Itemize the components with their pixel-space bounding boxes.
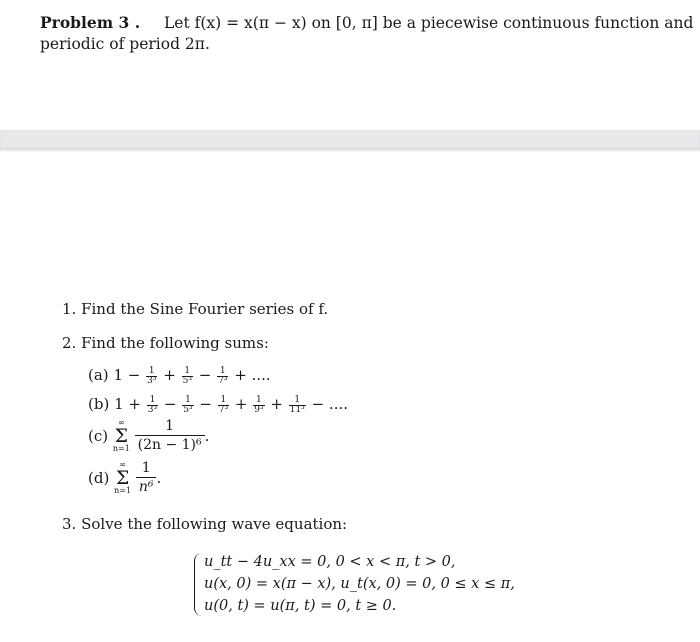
page-separator-edge xyxy=(0,150,700,152)
sum-a-op: − xyxy=(127,366,141,384)
sum-d-period: . xyxy=(156,469,162,487)
task-2-text: Find the following sums: xyxy=(81,334,269,352)
sum-b-op: − xyxy=(311,395,325,413)
sum-a xyxy=(88,366,271,386)
sum-c-period: . xyxy=(204,427,210,445)
task-1-text: Find the Sine Fourier series of f. xyxy=(81,300,329,318)
sum-d-sigma: ∞ Σ n=1 xyxy=(114,460,132,495)
system-brace xyxy=(194,553,203,616)
sum-b-dots: .... xyxy=(328,395,348,413)
task-2-number: 2. xyxy=(62,334,77,352)
sum-a-label: (a) xyxy=(88,366,109,384)
problem-label: Problem 3 . xyxy=(40,13,141,32)
sum-b-op: − xyxy=(163,395,177,413)
sum-a-term-1: $\frac{1}{\text{3³}}$ xyxy=(147,365,157,386)
sum-b-term-5: $\frac{1}{\text{11³}}$ xyxy=(289,394,305,415)
task-1-number: 1. xyxy=(62,300,77,318)
initial-conditions: u(x, 0) = x(π − x), u_t(x, 0) = 0, 0 ≤ x ≤ π, xyxy=(204,576,515,592)
sum-b-label: (b) xyxy=(88,395,110,413)
sum-a-op: + xyxy=(234,366,247,384)
wave-equation: u_tt − 4u_xx = 0, 0 < x < π, t > 0, xyxy=(204,554,456,570)
task-3-text: Solve the following wave equation: xyxy=(81,515,348,533)
sum-b-term-4: $\frac{1}{\text{9³}}$ xyxy=(254,394,264,415)
sum-b xyxy=(88,395,348,415)
sum-c-fraction: $\frac{1}{\text{(2n − 1)⁶}}$ xyxy=(135,418,205,454)
sum-a-term-2: $\frac{1}{\text{5³}}$ xyxy=(182,365,192,386)
sum-a-op: + xyxy=(163,366,176,384)
sum-b-op: − xyxy=(199,395,212,413)
sum-d-fraction: $\frac{1}{\text{n⁶}}$ xyxy=(136,460,157,496)
sum-c-sigma: ∞ Σ n=1 xyxy=(112,418,130,453)
sum-c-label: (c) xyxy=(88,427,109,445)
sum-b-term-3: $\frac{1}{\text{7³}}$ xyxy=(218,394,229,415)
sum-b-term-2: $\frac{1}{\text{5³}}$ xyxy=(183,394,193,415)
sum-d xyxy=(88,460,161,496)
sum-b-op: + xyxy=(270,395,283,413)
task-3 xyxy=(62,515,347,533)
sum-b-op: + xyxy=(234,395,248,413)
problem-statement-line-1 xyxy=(40,13,693,32)
sum-a-one: 1 xyxy=(113,366,123,384)
problem-statement: Let f(x) = x(π − x) on [0, π] be a piecewise continuous function and xyxy=(164,14,694,32)
sum-a-op: − xyxy=(198,366,212,384)
task-3-number: 3. xyxy=(62,515,77,533)
sum-b-op: + xyxy=(128,395,141,413)
sum-d-label: (d) xyxy=(88,469,110,487)
sum-a-dots: .... xyxy=(251,366,271,384)
problem-statement-line-2: periodic of period 2π. xyxy=(40,35,210,53)
sum-c xyxy=(88,418,209,454)
sum-a-term-3: $\frac{1}{\text{7³}}$ xyxy=(218,365,228,386)
task-2 xyxy=(62,334,269,352)
page-separator xyxy=(0,130,700,150)
sum-b-one: 1 xyxy=(114,395,124,413)
sum-b-term-1: $\frac{1}{\text{3³}}$ xyxy=(147,394,158,415)
task-1 xyxy=(62,300,328,318)
boundary-conditions: u(0, t) = u(π, t) = 0, t ≥ 0. xyxy=(204,598,397,614)
